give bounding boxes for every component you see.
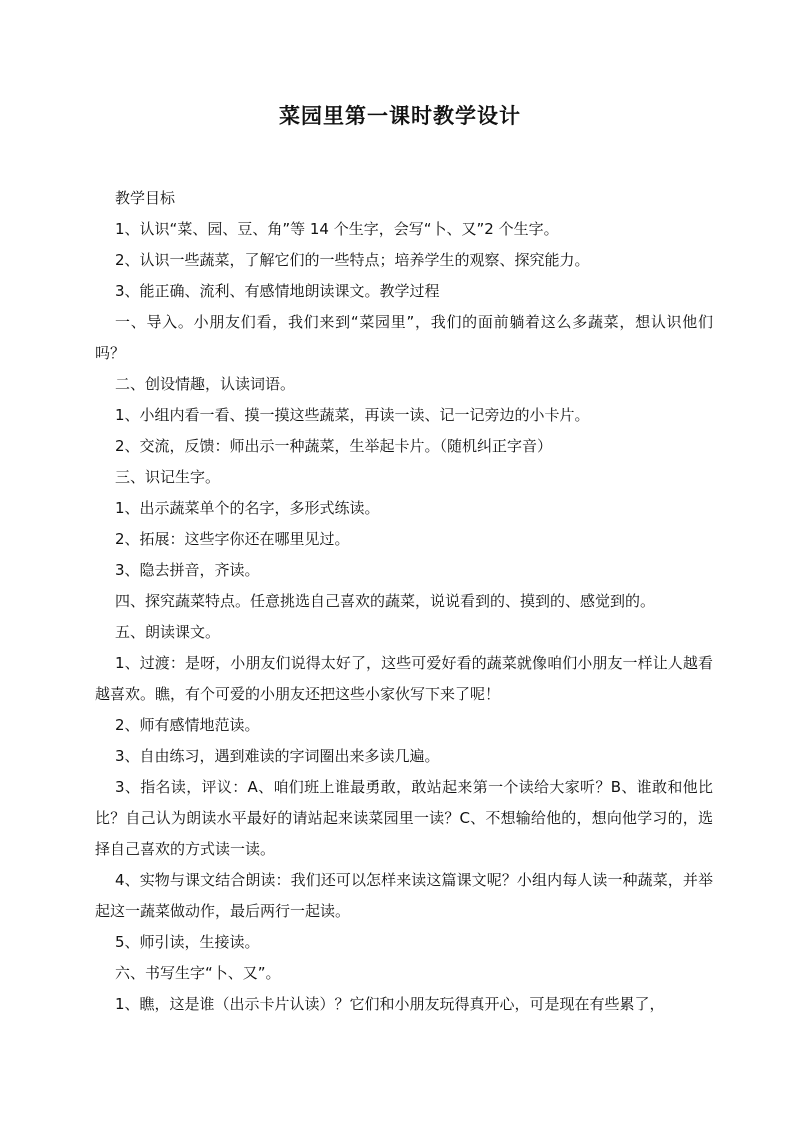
step-2-item-2: 2、交流，反馈：师出示一种蔬菜，生举起卡片。（随机纠正字音） (115, 437, 553, 455)
step-2-item-1: 1、小组内看一看、摸一摸这些蔬菜，再读一读、记一记旁边的小卡片。 (115, 406, 590, 424)
step-5-item-2: 2、师有感情地范读。 (115, 716, 260, 734)
step-3-heading: 三、识记生字。 (115, 468, 221, 486)
objective-3: 3、能正确、流利、有感情地朗读课文。教学过程 (115, 282, 440, 300)
step-6-item-1: 1、瞧，这是谁（出示卡片认读）？它们和小朋友玩得真开心，可是现在有些累了， (115, 995, 665, 1013)
document-body (95, 183, 713, 1020)
step-4-heading: 四、探究蔬菜特点。任意挑选自己喜欢的蔬菜，说说看到的、摸到的、感觉到的。 (115, 592, 656, 610)
step-5-item-5: 4、实物与课文结合朗读：我们还可以怎样来读这篇课文呢？小组内每人读一种蔬菜，并举起这一蔬菜做动作，最后两行一起读。 (95, 871, 713, 920)
step-5-item-4: 3、指名读，评议：A、咱们班上谁最勇敢，敢站起来第一个读给大家听？B、谁敢和他比比？自己认为朗读水平最好的请站起来读菜园里一读？C、不想输给他的，想向他学习的，选择自己喜欢的方式读一读。 (95, 778, 713, 858)
step-6-heading: 六、书写生字“卜、又”。 (115, 964, 281, 982)
step-5-heading: 五、朗读课文。 (115, 623, 221, 641)
step-5-item-1: 1、过渡：是呀，小朋友们说得太好了，这些可爱好看的蔬菜就像咱们小朋友一样让人越看越喜欢。瞧，有个可爱的小朋友还把这些小家伙写下来了呢！ (95, 654, 713, 703)
step-5-item-3: 3、自由练习，遇到难读的字词圈出来多读几遍。 (115, 747, 440, 765)
section-heading-objectives: 教学目标 (115, 189, 176, 207)
objective-1: 1、认识“菜、园、豆、角”等 14 个生字，会写“卜、又”2 个生字。 (115, 220, 559, 238)
step-3-item-1: 1、出示蔬菜单个的名字，多形式练读。 (115, 499, 380, 517)
step-3-item-2: 2、拓展：这些字你还在哪里见过。 (115, 530, 350, 548)
objective-2: 2、认识一些蔬菜，了解它们的一些特点；培养学生的观察、探究能力。 (115, 251, 590, 269)
step-2-heading: 二、创设情趣，认读词语。 (115, 375, 296, 393)
step-1-intro: 一、导入。小朋友们看，我们来到“菜园里”，我们的面前躺着这么多蔬菜，想认识他们吗？ (95, 313, 713, 362)
step-3-item-3: 3、隐去拼音，齐读。 (115, 561, 260, 579)
step-5-item-6: 5、师引读，生接读。 (115, 933, 260, 951)
document-title: 菜园里第一课时教学设计 (279, 104, 521, 128)
